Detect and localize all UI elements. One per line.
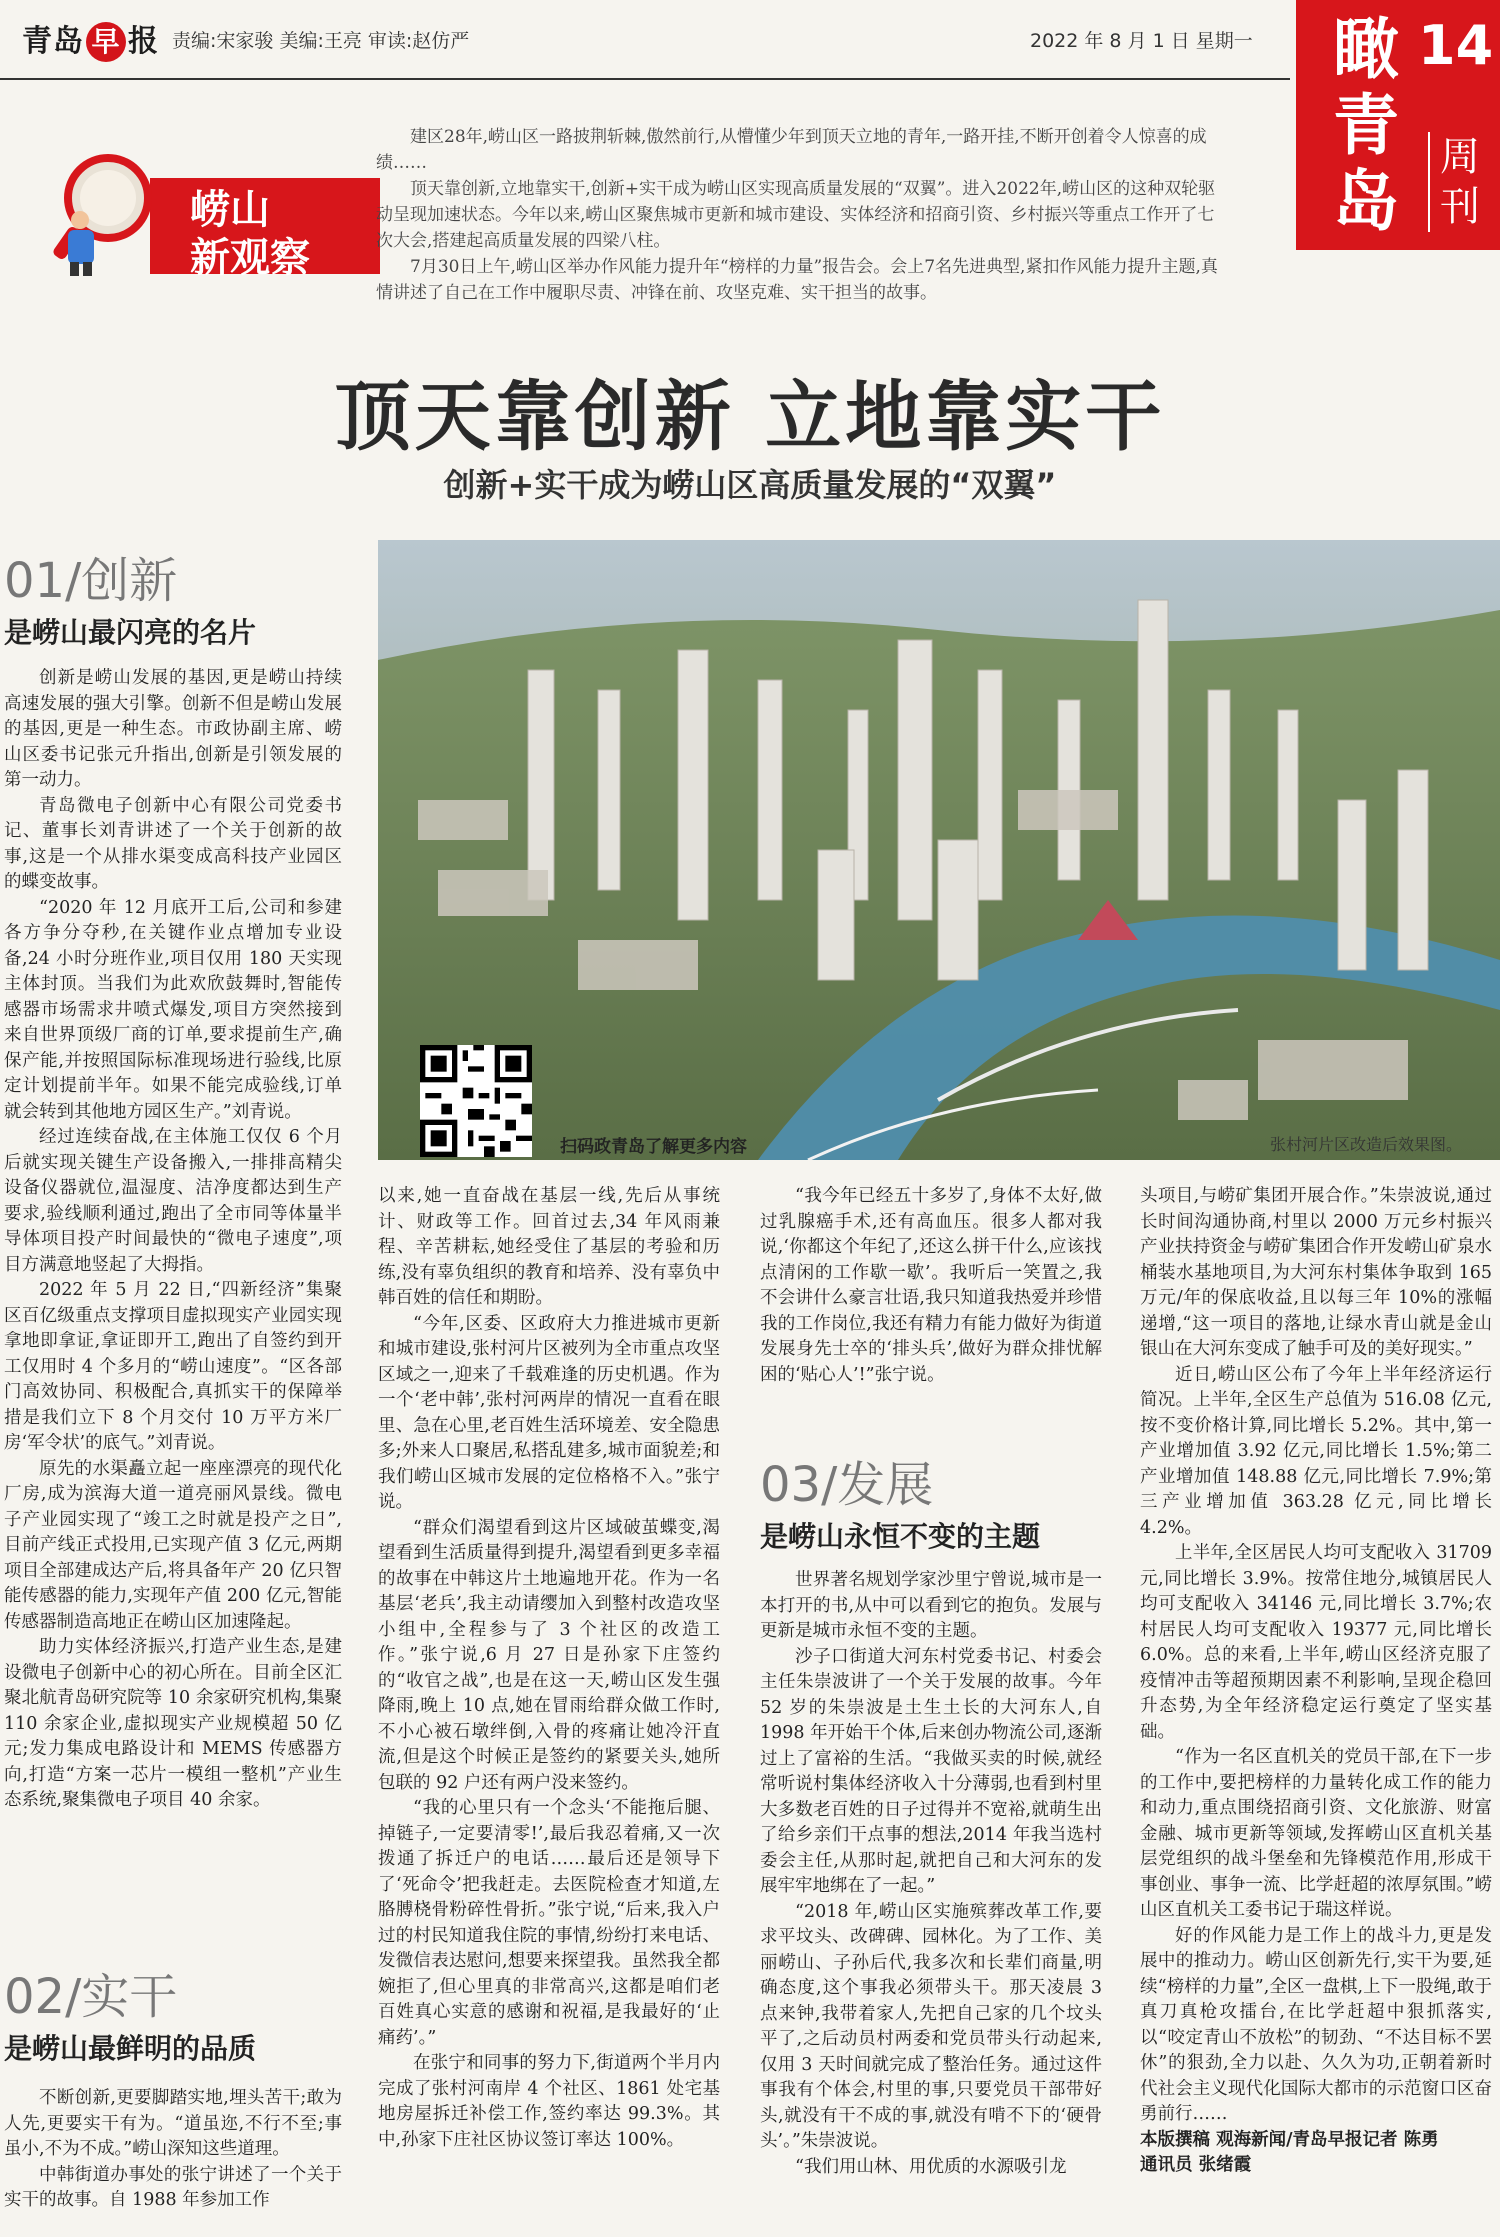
- column-badge-title: 崂山 新观察: [190, 187, 310, 281]
- newspaper-logo: [22, 16, 159, 62]
- section-title: 是崂山永恒不变的主题: [760, 1520, 1041, 1553]
- paragraph: 好的作风能力是工作上的战斗力,更是发展中的推动力。崂山区创新先行,实干为要,延续“榜样的力量”,全区一盘棋,上下一股绳,敢于真刀真枪攻擂台,在比学赶超中狠抓落实,以“咬定青山不放松”的韧劲、“不达目标不罢休”的狠劲,全力以赴、久久为功,正朝着新时代社会主义现代化国际大都市的示范窗口区奋勇前行……: [1140, 1925, 1492, 2124]
- paragraph: 沙子口街道大河东村党委书记、村委会主任朱崇波讲了一个关于发展的故事。今年 52 岁的朱崇波是土生土长的大河东人,自 1998 年开始干个体,后来创办物流公司,逐渐过上了富裕的生活。“我做买卖的时候,就经常听说村集体经济收入十分薄弱,也看到村里大多数老百姓的日子过得并不宽裕,就萌生出了给乡亲们干点事的想法,2014 年我当选村委会主任,从那时起,就把自己和大河东的发展牢牢地绑在了一起。”: [760, 1646, 1102, 1896]
- paragraph: 不断创新,更要脚踏实地,埋头苦干;敢为人先,更要实干有为。“道虽迩,不行不至;事虽小,不为不成。”崂山深知这些道理。: [4, 2088, 342, 2159]
- lede-paragraph: 顶天靠创新,立地靠实干,创新+实干成为崂山区实现高质量发展的“双翼”。进入2022年,崂山区的这种双轮驱动呈现加速状态。今年以来,崂山区聚焦城市更新和城市建设、实体经济和招商引资、乡村振兴等重点工作开了七次大会,搭建起高质量发展的四梁八柱。: [376, 179, 1216, 251]
- paragraph: 助力实体经济振兴,打造产业生态,是建设微电子创新中心的初心所在。目前全区汇聚北航青岛研究院等 10 余家研究机构,集聚 110 余家企业,虚拟现实产业规模超 50 亿元;发力集成电路设计和 MEMS 传感器方向,打造“方案一芯片一模组一整机”产业生态系统,聚集微电子项目 40 余家。: [4, 1637, 342, 1810]
- column-1-body-continued: [4, 2086, 342, 2214]
- section-number: 03/发展: [760, 1457, 934, 1513]
- paragraph: 中韩街道办事处的张宁讲述了一个关于实干的故事。自 1988 年参加工作: [4, 2164, 342, 2210]
- section-02-header: [4, 1958, 344, 2067]
- section-03-header: [760, 1446, 1102, 1555]
- lede: [376, 124, 1220, 306]
- publication-date: 2022 年 8 月 1 日 星期一: [1030, 30, 1253, 52]
- paragraph: 原先的水渠矗立起一座座漂亮的现代化厂房,成为滨海大道一道亮丽风景线。微电子产业园实现了“竣工之时就是投产之日”,目前产线正式投用,已实现产值 3 亿元,两期项目全部建成达产后,将具备年产 20 亿只智能传感器的能力,实现年产值 200 亿元,智能传感器制造高地正在崂山区加速隆起。: [4, 1458, 342, 1632]
- paragraph: “作为一名区直机关的党员干部,在下一步的工作中,要把榜样的力量转化成工作的能力和动力,重点围绕招商引资、文化旅游、财富金融、城市更新等领域,发挥崂山区直机关基层党组织的战斗堡垒和先锋模范作用,形成干事创业、事争一流、比学赶超的浓厚氛围。”崂山区直机关工委书记于瑞这样说。: [1140, 1747, 1492, 1920]
- paragraph: 世界著名规划学家沙里宁曾说,城市是一本打开的书,从中可以看到它的抱负。发展与更新是城市永恒不变的主题。: [760, 1570, 1102, 1641]
- byline: 本版撰稿 观海新闻/青岛早报记者 陈勇 通讯员 张绪霞: [1140, 2129, 1439, 2175]
- lede-paragraph: 7月30日上午,崂山区举办作风能力提升年“榜样的力量”报告会。会上7名先进典型,紧扣作风能力提升主题,真情讲述了自己在工作中履职尽责、冲锋在前、攻坚克难、实干担当的故事。: [376, 257, 1218, 303]
- district-rendering-photo: [378, 540, 1500, 1160]
- paragraph: 在张宁和同事的努力下,街道两个半月内完成了张村河南岸 4 个社区、1861 处宅基地房屋拆迁补偿工作,签约率达 99.3%。其中,孙家下庄社区协议签订率达 100%。: [378, 2053, 720, 2150]
- column-3-body-continued: [760, 1568, 1102, 2180]
- paragraph: “2020 年 12 月底开工后,公司和参建各方争分夺秒,在关键作业点增加专业设备,24 小时分班作业,项目仅用 180 天实现主体封顶。当我们为此欢欣鼓舞时,智能传感器市场需求井喷式爆发,项目方突然接到来自世界顶级厂商的订单,要求提前生产,确保产能,并按照国际标准现场进行验线,比原定计划提前半年。如果不能完成验线,订单就会转到其他地方园区生产。”刘青说。: [4, 897, 342, 1122]
- subheadline: 创新+实干成为崂山区高质量发展的“双翼”: [443, 466, 1057, 504]
- section-title: 是崂山最鲜明的品质: [4, 2032, 257, 2065]
- paragraph: 创新是崂山发展的基因,更是崂山持续高速发展的强大引擎。创新不但是崂山发展的基因,更是一种生态。市政协副主席、崂山区委书记张元升指出,创新是引领发展的第一动力。: [4, 668, 342, 790]
- column-2-body: [378, 1184, 720, 2153]
- section-label-box: [1296, 0, 1500, 250]
- section-title: 是崂山最闪亮的名片: [4, 616, 257, 649]
- column-1-body: [4, 666, 342, 1814]
- paragraph: 2022 年 5 月 22 日,“四新经济”集聚区百亿级重点支撑项目虚拟现实产业园实现拿地即拿证,拿证即开工,跑出了自签约到开工仅用时 4 个多月的“崂山速度”。“区各部门高效协同、积极配合,真抓实干的保障举措是我们立下 8 个月交付 10 万平方米厂房‘军令状’的底气。”刘青说。: [4, 1280, 342, 1453]
- lede-paragraph: 建区28年,崂山区一路披荆斩棘,傲然前行,从懵懂少年到顶天立地的青年,一路开挂,不断开创着令人惊喜的成绩……: [376, 127, 1207, 173]
- paragraph: “群众们渴望看到这片区域破茧蝶变,渴望看到生活质量得到提升,渴望看到更多幸福的故事在中韩这片土地遍地开花。作为一名基层‘老兵’,我主动请缨加入到整村改造攻坚小组中,全程参与了 3 个社区的改造工作。”张宁说,6 月 27 日是孙家下庄签约的“收官之战”,也是在这一天,崂山区发生强降雨,晚上 10 点,她在冒雨给群众做工作时,不小心被石墩绊倒,入骨的疼痛让她冷汗直流,但是这个时候正是签约的紧要关头,她所包联的 92 户还有两户没来签约。: [378, 1517, 720, 1793]
- section-name: 瞰青岛: [1333, 11, 1399, 240]
- paragraph: 以来,她一直奋战在基层一线,先后从事统计、财政等工作。回首过去,34 年风雨兼程、辛苦耕耘,她经受住了基层的考验和历练,没有辜负组织的教育和培养、没有辜负中韩百姓的信任和期盼。: [378, 1186, 720, 1308]
- paragraph: 青岛微电子创新中心有限公司党委书记、董事长刘青讲述了一个关于创新的故事,这是一个从排水渠变成高科技产业园区的蝶变故事。: [4, 795, 342, 892]
- section-number: 01/创新: [4, 553, 178, 609]
- photo-caption: 张村河片区改造后效果图。: [1270, 1135, 1463, 1154]
- editor-credits: 责编:宋家骏 美编:王亮 审读:赵仿严: [172, 30, 470, 52]
- paragraph: 近日,崂山区公布了今年上半年经济运行简况。上半年,全区生产总值为 516.08 亿元,按不变价格计算,同比增长 5.2%。其中,第一产业增加值 3.92 亿元,同比增长 1.5%;第二产业增加值 148.88 亿元,同比增长 7.9%;第三产业增加值 363.28 亿元,同比增长 4.2%。: [1140, 1364, 1492, 1538]
- section-frequency: 周刊: [1428, 132, 1490, 232]
- qr-code[interactable]: [420, 1045, 532, 1157]
- section-01-header: [4, 542, 344, 651]
- headline: 顶天靠创新 立地靠实干: [334, 372, 1166, 461]
- column-3-body: [760, 1184, 1102, 1388]
- logo-badge: 早: [86, 22, 126, 62]
- paragraph: “我的心里只有一个念头‘不能拖后腿、掉链子,一定要清零!’,最后我忍着痛,又一次拨通了拆迁户的电话……最后还是领导下了‘死命令’把我赶走。去医院检查才知道,左胳膊桡骨粉碎性骨折。”张宁说,“后来,我入户过的村民知道我住院的事情,纷纷打来电话、发微信表达慰问,想要来探望我。虽然我全都婉拒了,但心里真的非常高兴,这都是咱们老百姓真心实意的感谢和祝福,是我最好的‘止痛药’。”: [378, 1798, 720, 2048]
- paragraph: “我们用山林、用优质的水源吸引龙: [795, 2156, 1067, 2177]
- paragraph: “今年,区委、区政府大力推进城市更新和城市建设,张村河片区被列为全市重点攻坚区域之一,迎来了千载难逢的历史机遇。作为一个‘老中韩’,张村河两岸的情况一直看在眼里、急在心里,老百姓生活环境差、安全隐患多;外来人口聚居,私搭乱建多,城市面貌差;和我们崂山区城市发展的定位格格不入。”张宁说。: [378, 1313, 720, 1512]
- magnifier-figure-icon: [46, 150, 166, 278]
- page-number: 14: [1418, 14, 1494, 77]
- paragraph: “我今年已经五十多岁了,身体不太好,做过乳腺癌手术,还有高血压。很多人都对我说,‘你都这个年纪了,还这么拼干什么,应该找点清闲的工作歇一歇’。我听后一笑置之,我不会讲什么豪言壮语,我只知道我热爱并珍惜我的工作岗位,我还有精力有能力做好为街道发展身先士卒的‘排头兵’,做好为群众排忧解困的‘贴心人’!”张宁说。: [760, 1186, 1102, 1385]
- column-4-body: [1140, 1184, 1492, 2179]
- column-badge: [40, 150, 340, 280]
- paragraph: “2018 年,崂山区实施殡葬改革工作,要求平坟头、改碑碑、园林化。为了工作、美丽崂山、子孙后代,我多次和长辈们商量,明确态度,这个事我必须带头干。那天凌晨 3 点来钟,我带着家人,先把自己家的几个坟头平了,之后动员村两委和党员带头行动起来,仅用 3 天时间就完成了整治任务。通过这件事我有个体会,村里的事,只要党员干部带好头,就没有干不成的事,就没有啃不下的‘硬骨头’。”朱崇波说。: [760, 1901, 1102, 2151]
- logo-part1: 青岛: [22, 24, 84, 59]
- paragraph: 上半年,全区居民人均可支配收入 31709 元,同比增长 3.9%。按常住地分,城镇居民人均可支配收入 34146 元,同比增长 3.7%;农村居民人均可支配收入 19377 元,同比增长 6.0%。总的来看,上半年,崂山区经济克服了疫情冲击等超预期因素不利影响,呈现企稳回升态势,为全年经济稳定运行奠定了坚实基础。: [1140, 1543, 1492, 1742]
- qr-caption: 扫码政青岛了解更多内容: [560, 1137, 747, 1157]
- section-number: 02/实干: [4, 1969, 178, 2025]
- logo-part3: 报: [128, 24, 159, 59]
- paragraph: 头项目,与崂矿集团开展合作。”朱崇波说,通过长时间沟通协商,村里以 2000 万元乡村振兴产业扶持资金与崂矿集团合作开发崂山矿泉水桶装水基地项目,为大河东村集体争取到 165 万元/年的保底收益,且以每三年 10%的涨幅递增,“这一项目的落地,让绿水青山就是金山银山在大河东变成了触手可及的美好现实。”: [1140, 1186, 1492, 1359]
- paragraph: 经过连续奋战,在主体施工仅仅 6 个月后就实现关键生产设备搬入,一排排高精尖设备仪器就位,温湿度、洁净度都达到生产要求,验线顺利通过,跑出了全市同等体量半导体项目投产时间最快的“微电子速度”,项目方满意地竖起了大拇指。: [4, 1127, 342, 1275]
